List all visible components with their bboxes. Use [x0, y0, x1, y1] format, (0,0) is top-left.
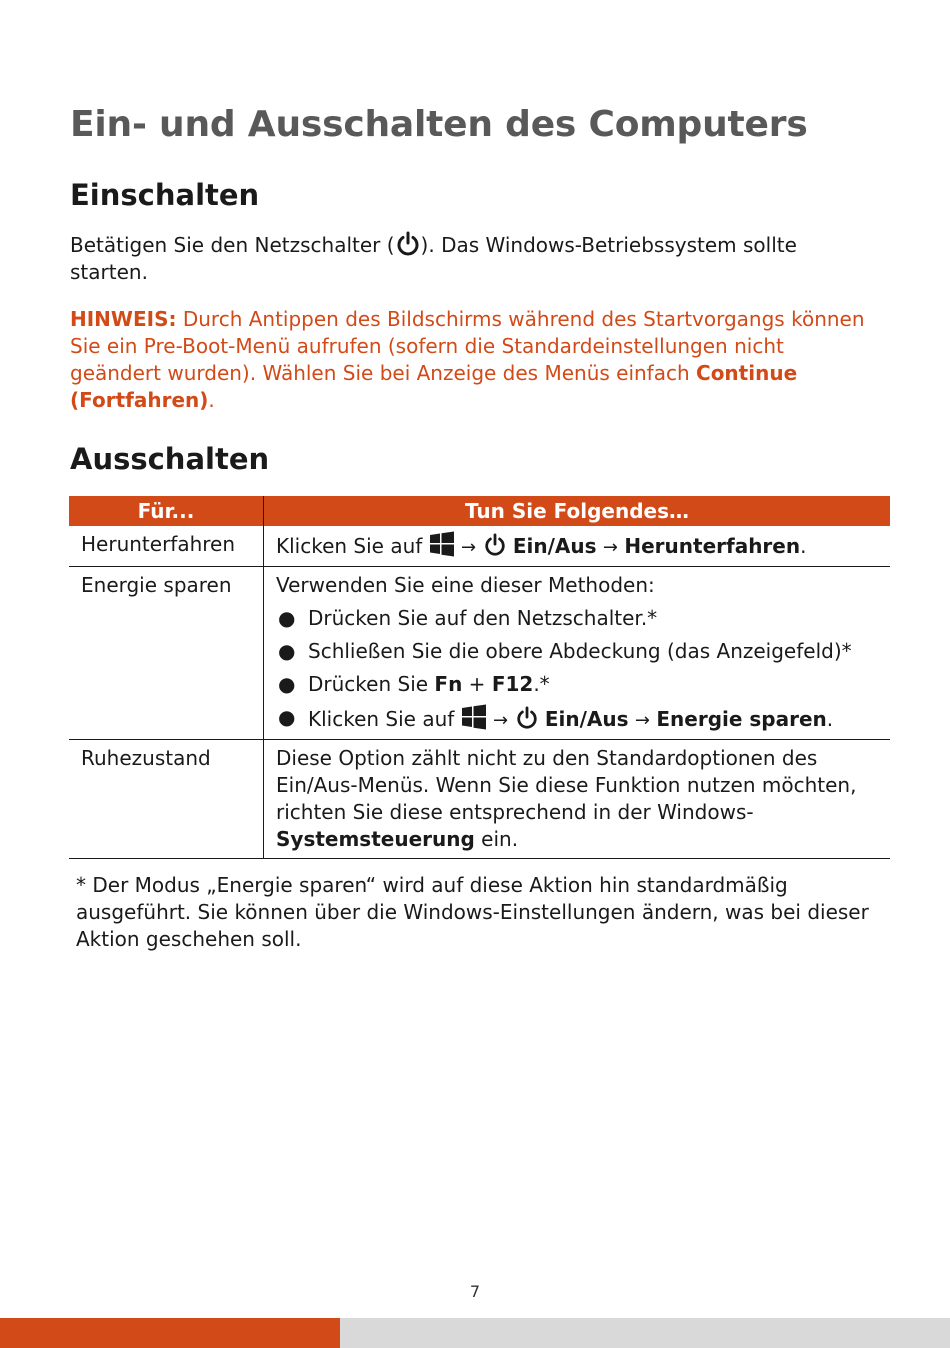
list-item: [276, 605, 878, 632]
table-row: [69, 567, 890, 740]
method-2: Schließen Sie die obere Abdeckung (das Anzeigefeld)*: [308, 639, 852, 663]
bullet-icon: ●: [278, 639, 296, 663]
note-continue: Continue (Fortfahren): [70, 361, 798, 412]
section-heading-ausschalten: Ausschalten: [70, 442, 270, 476]
note-text: Durch Antippen des Bildschirms während des Startvorgangs können Sie ein Pre-Boot-Menü aufrufen (sofern die Standardeinstellungen nicht geändert wurden). Wählen Sie bei Anzeige des Menüs einfach: [70, 307, 865, 385]
row-label-energie-sparen: Energie sparen: [69, 567, 264, 740]
methods-intro: Verwenden Sie eine dieser Methoden:: [276, 573, 655, 597]
klicken-text: Klicken Sie auf: [308, 707, 455, 731]
row-label-herunterfahren: Herunterfahren: [69, 526, 264, 567]
row-action-ruhezustand: [264, 740, 891, 859]
row-label-ruhezustand: Ruhezustand: [69, 740, 264, 859]
header-tun: Tun Sie Folgendes…: [264, 496, 891, 526]
list-item: [276, 638, 878, 665]
page-number: 7: [469, 1282, 481, 1301]
page-title: Ein- und Ausschalten des Computers: [70, 104, 808, 145]
shutdown-options-table: [69, 496, 890, 859]
herunterfahren-action: Herunterfahren: [624, 534, 801, 558]
table-row: [69, 740, 890, 859]
power-icon: [483, 533, 507, 557]
arrow-icon: →: [602, 537, 618, 558]
windows-start-icon: [461, 704, 487, 730]
method-3-end: .*: [533, 672, 550, 696]
arrow-icon: →: [634, 710, 650, 731]
systemsteuerung: Systemsteuerung: [276, 827, 475, 851]
power-on-text-2: ). Das Windows-Betriebssystem sollte starten.: [70, 233, 797, 284]
bullet-icon: ●: [278, 606, 296, 630]
plus: +: [462, 672, 492, 696]
table-row: [69, 526, 890, 567]
note-end: .: [208, 388, 215, 412]
note: [70, 306, 870, 414]
table-header-row: [69, 496, 890, 526]
period: .: [800, 534, 807, 558]
note-label: HINWEIS:: [70, 307, 177, 331]
list-item: [276, 704, 878, 734]
f12-key: F12: [491, 672, 534, 696]
bullet-icon: ●: [278, 672, 296, 696]
windows-start-icon: [429, 531, 455, 557]
bullet-icon: ●: [278, 705, 296, 729]
power-on-text-1: Betätigen Sie den Netzschalter (: [70, 233, 395, 257]
arrow-icon: →: [461, 537, 477, 558]
fn-key: Fn: [434, 672, 463, 696]
methods-list: [276, 605, 878, 734]
footer-gray-bar: [340, 1318, 950, 1348]
ruhezustand-text: Diese Option zählt nicht zu den Standardoptionen des Ein/Aus-Menüs. Wenn Sie diese Funktion nutzen möchten, richten Sie diese entsprechend in der Windows-: [276, 746, 857, 824]
power-icon: [395, 231, 421, 257]
period: .: [826, 707, 834, 731]
header-fuer: Für...: [69, 496, 264, 526]
row-action-energie-sparen: [264, 567, 891, 740]
list-item: [276, 671, 878, 698]
power-icon: [515, 706, 539, 730]
ein-aus-label: Ein/Aus: [544, 707, 629, 731]
arrow-icon: →: [493, 710, 509, 731]
ein-aus-label: Ein/Aus: [512, 534, 597, 558]
row-action-herunterfahren: [264, 526, 891, 567]
section-heading-einschalten: Einschalten: [70, 178, 260, 212]
method-1: Drücken Sie auf den Netzschalter.*: [308, 606, 658, 630]
method-3-text: Drücken Sie: [308, 672, 435, 696]
ruhezustand-end: ein.: [474, 827, 519, 851]
footer-accent-bar: [0, 1318, 340, 1348]
footnote: * Der Modus „Energie sparen“ wird auf diese Aktion hin standardmäßig ausgeführt. Sie können über die Windows-Einstellungen ändern, was bei dieser Aktion geschehen soll.: [76, 873, 869, 951]
klicken-text: Klicken Sie auf: [276, 534, 423, 558]
energie-sparen-action: Energie sparen: [656, 707, 827, 731]
power-on-instructions: [70, 231, 870, 286]
